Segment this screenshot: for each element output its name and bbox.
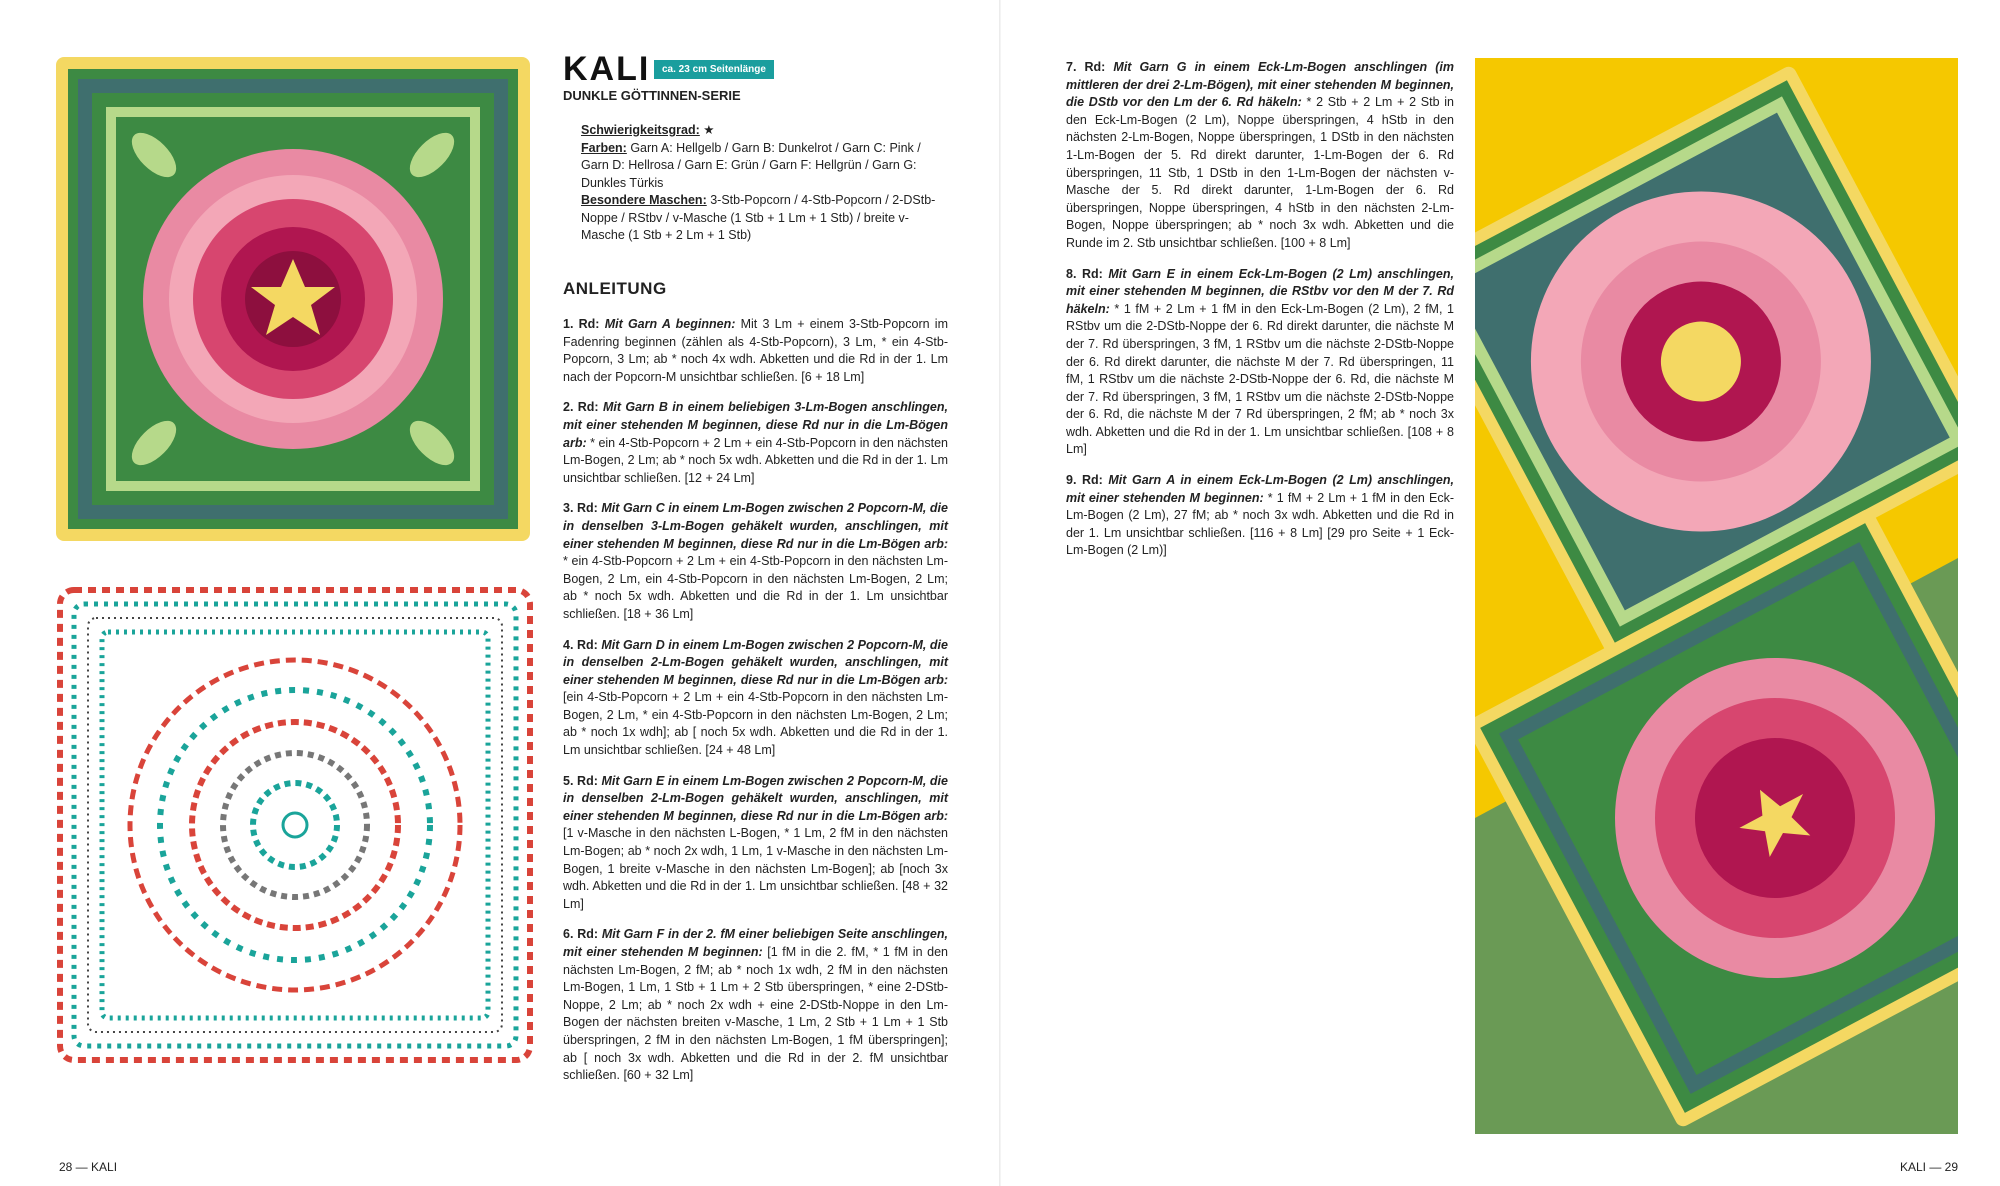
instructions-column-left — [563, 316, 948, 1098]
styled-squares-photo — [1475, 58, 1958, 1134]
row-text: [1 v-Masche in den nächsten L-Bogen, * 1 Lm, 2 fM in den nächsten Lm-Bogen; ab * noch 2x wdh, 1 Lm, 1 v-Masche in den nächsten Lm-Bogen, 1 breite v-Masche in den nächsten Lm-Bogen]; ab [noch 3x wdh. Abketten und die Rd in der 1. Lm unsichtbar schließen. [48 + 32 Lm] — [563, 826, 948, 911]
row-lead: Mit Garn A in einem Eck-Lm-Bogen (2 Lm) anschlingen, mit einer stehenden M beginnen: — [1066, 473, 1454, 505]
row-text: * ein 4-Stb-Popcorn + 2 Lm + ein 4-Stb-Popcorn in den nächsten Lm-Bogen, 2 Lm, ein 4-Stb-Popcorn in den nächsten Lm-Bogen, 2 Lm; ab * noch 5x wdh. Abketten und die Rd in der 1. Lm unsichtbar schließen. [18 + 36 Lm] — [563, 554, 948, 621]
row-number: 7. Rd: — [1066, 60, 1106, 74]
instruction-row — [563, 926, 948, 1084]
instruction-row — [1066, 472, 1454, 560]
row-text: * 1 fM + 2 Lm + 1 fM in den Eck-Lm-Bogen (2 Lm), 2 fM, 1 RStbv um die 2-DStb-Noppe der 6. Rd direkt darunter, die nächste M der 7. Rd überspringen, 3 fM, 1 RStbv um die nächste 2-DStb-Noppe der 6. Rd direkt darunter, die nächste M der 7. Rd überspringen, 11 fM, 1 RStbv um die nächste 2-DStb-Noppe der 6. Rd, die nächste M der 7. Rd überspringen, 3 fM, 1 RStbv um die nächste 2-DStb-Noppe der 6. Rd, die nächste M der 7 Rd überspringen, 2 fM; ab * noch 3x wdh. Abketten und die Rd in der 1. Lm unsichtbar schließen. [108 + 8 Lm] — [1066, 301, 1454, 457]
size-badge: ca. 23 cm Seitenlänge — [654, 60, 774, 79]
instruction-row — [1066, 266, 1454, 460]
row-text: * 2 Stb + 2 Lm + 2 Stb in den Eck-Lm-Bogen (2 Lm), Noppe überspringen, 4 hStb in den nächsten 2-Lm-Bogen, Noppe überspringen, 1 DStb in den nächsten 1-Lm-Bogen der 5. Rd direkt darunter, 1-Lm-Bogen der 6. Rd überspringen, 11 Stb, 1 DStb in den 1-Lm-Bogen der nächsten v-Masche der 5. Rd direkt darunter, 1-Lm-Bogen der 6. Rd überspringen, Noppe überspringen, 4 hStb in den nächsten 2-Lm-Bogen, Noppe überspringen; ab * noch 3x wdh. Abketten und die Runde im 2. Stb unsichtbar schließen. [100 + 8 Lm] — [1066, 95, 1455, 250]
difficulty-line — [581, 122, 951, 140]
row-number: 9. Rd: — [1066, 473, 1103, 488]
row-text: Mit 3 Lm + einem 3-Stb-Popcorn im Fadenring beginnen (zählen als 4-Stb-Popcorn), 3 Lm, * ein 4-Stb-Popcorn, 3 Lm; ab * noch 4x wdh. Abketten und die Rd in der 1. Lm nach der Popcorn-M unsichtbar schließen. [6 + 18 Lm] — [563, 317, 948, 384]
instructions-column-right — [1066, 59, 1454, 573]
instruction-row — [563, 637, 948, 760]
crochet-chart-diagram — [56, 586, 534, 1064]
difficulty-value: ★ — [699, 123, 715, 137]
row-lead: Mit Garn G in einem Eck-Lm-Bogen anschlingen (im mittleren der drei 2-Lm-Bögen), mit einer stehenden M beginnen, die DStb vor den Lm der 6. Rd häkeln: — [1066, 60, 1454, 110]
row-number: 1. Rd: — [563, 317, 600, 331]
row-number: 3. Rd: — [563, 501, 598, 516]
folio-right: KALI — 29 — [1899, 1160, 1958, 1174]
pattern-meta — [581, 122, 951, 245]
instruction-row — [563, 316, 948, 386]
folio-left: 28 — KALI — [59, 1160, 118, 1174]
crochet-square-photo — [54, 55, 532, 543]
page-gutter — [999, 0, 1001, 1186]
row-text: [ein 4-Stb-Popcorn + 2 Lm + ein 4-Stb-Popcorn in den nächsten Lm-Bogen, 2 Lm, * ein 4-Stb-Popcorn in den nächsten Lm-Bogen, 2 Lm; ab * noch 1x wdh]; ab [ noch 5x wdh. Abketten und die Rd in der 1. Lm unsichtbar schließen. [24 + 48 Lm] — [563, 690, 948, 758]
row-number: 4. Rd: — [563, 637, 598, 652]
row-text: [1 fM in die 2. fM, * 1 fM in den nächsten Lm-Bogen, 2 fM; ab * noch 1x wdh, 2 fM in den nächsten Lm-Bogen, 1 Lm, 1 Stb + 1 Lm + 2 Stb überspringen, * eine 2-DStb-Noppe, 2 Lm; ab * noch 2x wdh + eine 2-DStb-Noppe in den Lm-Bogen der nächsten breiten v-Masche, 1 Lm, 2 Stb + 1 Lm + 1 Stb überspringen, 2 fM in den nächsten Lm-Bogen, 1 fM überspringen]; ab [ noch 3x wdh. Abketten und die Rd in der 2. fM unsichtbar schließen. [60 + 32 Lm] — [563, 945, 948, 1083]
row-number: 8. Rd: — [1066, 266, 1103, 281]
row-text: * ein 4-Stb-Popcorn + 2 Lm + ein 4-Stb-Popcorn in den nächsten Lm-Bogen, 2 Lm; ab * noch 5x wdh. Abketten und die Rd in der 1. Lm unsichtbar schließen. [12 + 24 Lm] — [563, 435, 948, 485]
row-lead: Mit Garn E in einem Lm-Bogen zwischen 2 Popcorn-M, die in denselben 2-Lm-Bogen gehäkelt wurden, anschlingen, mit einer stehenden M beginnen, diese Rd nur in die Lm-Bögen arb: — [563, 773, 948, 823]
instruction-row — [563, 773, 948, 914]
row-lead: Mit Garn D in einem Lm-Bogen zwischen 2 Popcorn-M, die in denselben 2-Lm-Bogen gehäkelt wurden, anschlingen, mit einer stehenden M beginnen, diese Rd nur in die Lm-Bögen arb: — [563, 637, 948, 687]
row-text: * 1 fM + 2 Lm + 1 fM in den Eck-Lm-Bogen (2 Lm), 27 fM; ab * noch 3x wdh. Abketten und die Rd in der 1. Lm unsichtbar schließen. [116 + 8 Lm] [29 pro Seite + 1 Eck-Lm-Bogen (2 Lm)] — [1066, 490, 1454, 558]
row-number: 5. Rd: — [563, 773, 598, 788]
stitches-label: Besondere Maschen: — [581, 193, 707, 207]
row-lead: Mit Garn A beginnen: — [604, 317, 736, 331]
instruction-row — [563, 399, 948, 487]
row-number: 6. Rd: — [563, 927, 599, 942]
row-lead: Mit Garn B in einem beliebigen 3-Lm-Bogen anschlingen, mit einer stehenden M beginnen, diese Rd nur in die Lm-Bögen arb: — [563, 400, 948, 450]
row-lead: Mit Garn C in einem Lm-Bogen zwischen 2 Popcorn-M, die in denselben 3-Lm-Bogen gehäkelt wurden, anschlingen, mit einer stehenden M beginnen, diese Rd nur in die Lm-Bögen arb: — [563, 501, 948, 551]
instruction-row — [1066, 59, 1454, 253]
colors-value: Garn A: Hellgelb / Garn B: Dunkelrot / Garn C: Pink / Garn D: Hellrosa / Garn E: Grün / Garn F: Hellgrün / Garn G: Dunkles Türkis — [581, 140, 921, 190]
row-lead: Mit Garn F in der 2. fM einer beliebigen Seite anschlingen, mit einer stehenden M beginnen: — [563, 927, 948, 959]
series-subtitle: DUNKLE GÖTTINNEN-SERIE — [563, 88, 741, 103]
colors-line — [581, 140, 951, 193]
instruction-row — [563, 500, 948, 623]
row-lead: Mit Garn E in einem Eck-Lm-Bogen (2 Lm) anschlingen, mit einer stehenden M beginnen, die RStbv vor den M der 7. Rd häkeln: — [1066, 266, 1454, 316]
section-heading: ANLEITUNG — [563, 279, 667, 298]
stitches-value: 3-Stb-Popcorn / 4-Stb-Popcorn / 2-DStb-Noppe / RStbv / v-Masche (1 Stb + 1 Lm + 1 Stb) / breite v-Masche (1 Stb + 2 Lm + 1 Stb) — [581, 193, 936, 242]
row-number: 2. Rd: — [563, 400, 599, 415]
stitches-line — [581, 192, 951, 245]
pattern-title: KALI — [563, 50, 651, 88]
difficulty-label: Schwierigkeitsgrad: — [581, 123, 700, 137]
colors-label: Farben: — [581, 140, 627, 155]
